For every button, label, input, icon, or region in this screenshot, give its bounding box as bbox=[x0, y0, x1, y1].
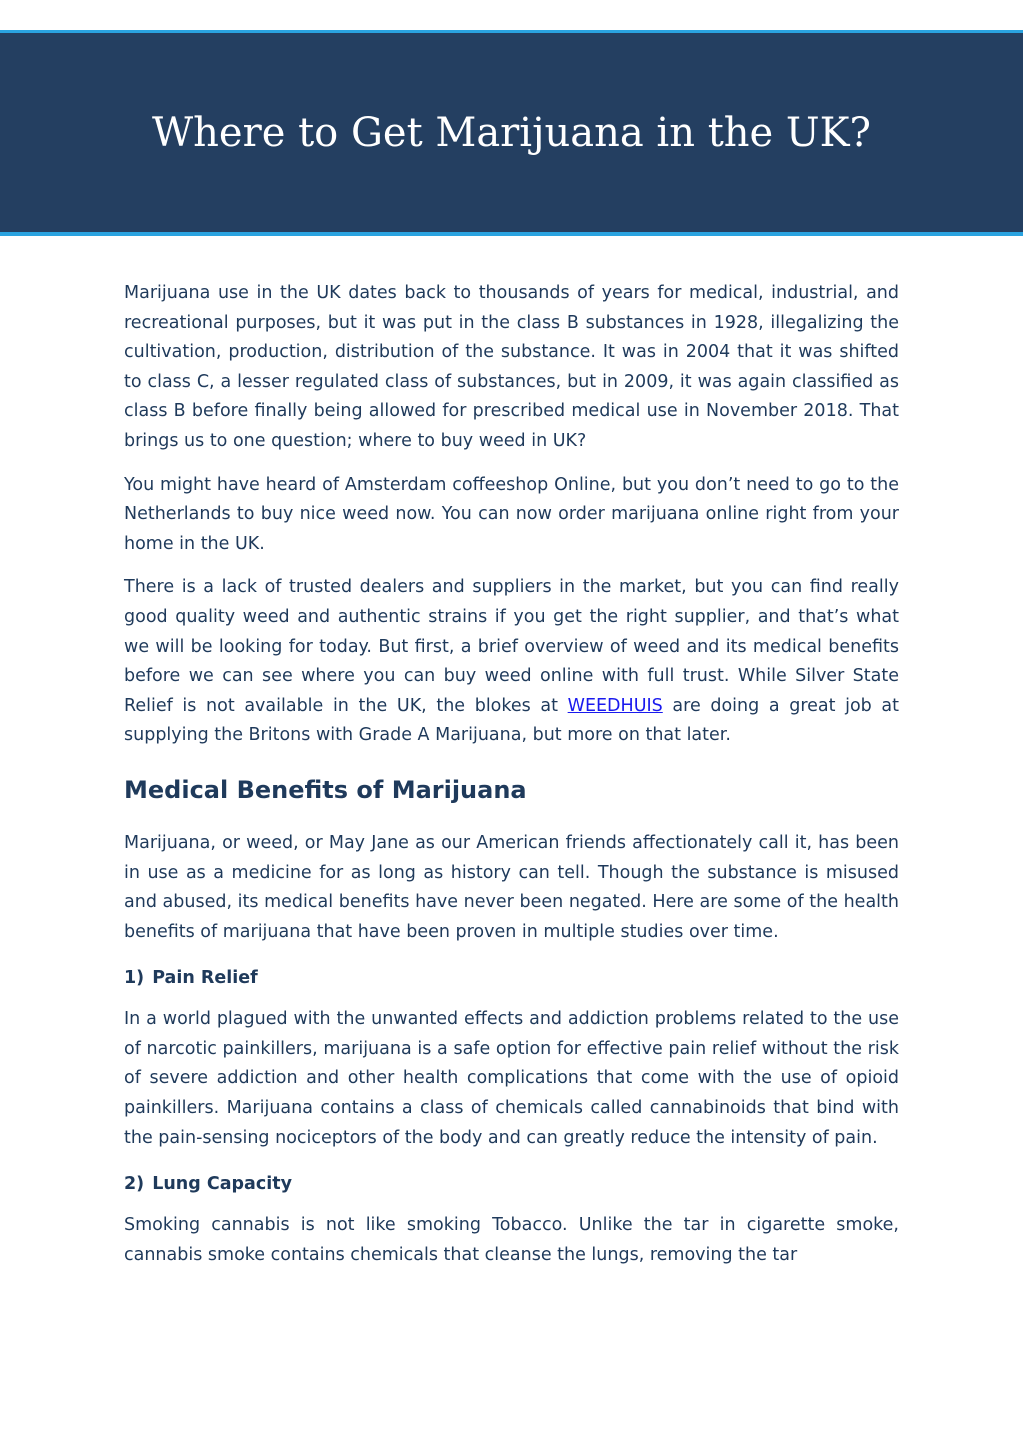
article-body bbox=[124, 279, 899, 1284]
pain-relief-paragraph: In a world plagued with the unwanted effects and addiction problems related to the use of narcotic painkillers, marijuana is a safe option for effective pain relief without the risk of severe addiction and other health complications that come with the use of opioid painkillers. Marijuana contains a class of chemicals called cannabinoids that bind with the pain-sensing nociceptors of the body and can greatly reduce the intensity of pain. bbox=[124, 1009, 899, 1148]
lung-capacity-paragraph: Smoking cannabis is not like smoking Tobacco. Unlike the tar in cigarette smoke, cannabis smoke contains chemicals that cleanse the lungs, removing the tar bbox=[124, 1215, 899, 1265]
section-heading-medical-benefits: Medical Benefits of Marijuana bbox=[124, 775, 527, 804]
intro-paragraph-1: Marijuana use in the UK dates back to thousands of years for medical, industrial, and recreational purposes, but it was put in the class B substances in 1928, illegalizing the cultivation, production, distribution of the substance. It was in 2004 that it was shifted to class C, a lesser regulated class of substances, but in 2009, it was again classified as class B before finally being allowed for prescribed medical use in November 2018. That brings us to one question; where to buy weed in UK? bbox=[124, 283, 899, 451]
header-banner-border bbox=[0, 30, 1023, 236]
header-banner bbox=[0, 33, 1023, 232]
intro-paragraph-3-text-after: are doing a great job at supplying the Britons with Grade A Marijuana, but more on that later. bbox=[124, 695, 900, 746]
subheading-pain-relief bbox=[124, 961, 899, 995]
intro-paragraph-3-text-before: There is a lack of trusted dealers and suppliers in the market, but you can find really good quality weed and authentic strains if you get the right supplier, and that’s what we will be looking for today. But first, a brief overview of weed and its medical benefits before we can see where you can buy weed online with full trust. While Silver State Relief is not available in the UK, the blokes at bbox=[124, 577, 899, 716]
subheading-lung-capacity bbox=[124, 1167, 899, 1201]
page-title: Where to Get Marijuana in the UK? bbox=[152, 109, 871, 156]
subheading-title: Pain Relief bbox=[152, 968, 258, 989]
weedhuis-link[interactable]: WEEDHUIS bbox=[567, 695, 663, 716]
subheading-number: 2) bbox=[124, 1174, 145, 1195]
subheading-number: 1) bbox=[124, 968, 145, 989]
subheading-title: Lung Capacity bbox=[152, 1174, 293, 1195]
intro-paragraph-2: You might have heard of Amsterdam coffeeshop Online, but you don’t need to go to the Netherlands to buy nice weed now. You can now order marijuana online right from your home in the UK. bbox=[124, 474, 899, 554]
intro-paragraph-3 bbox=[124, 573, 899, 751]
medical-intro-paragraph: Marijuana, or weed, or May Jane as our American friends affectionately call it, has been in use as a medicine for as long as history can tell. Though the substance is misused and abused, its medical benefits have never been negated. Here are some of the health benefits of marijuana that have been proven in multiple studies over time. bbox=[124, 832, 899, 942]
